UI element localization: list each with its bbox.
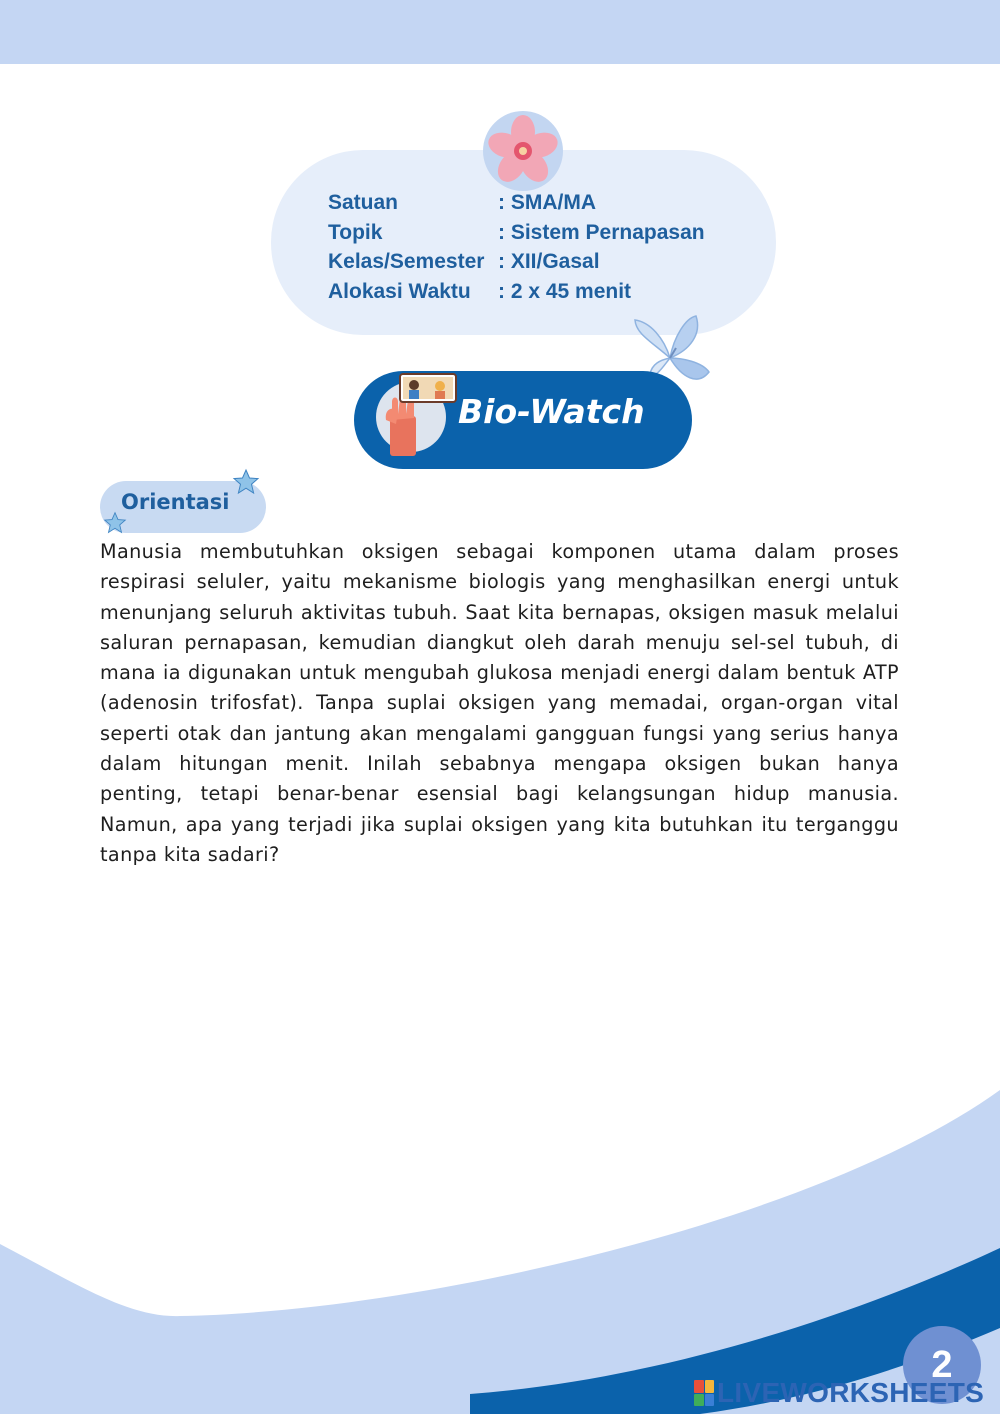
info-row-time-allocation (328, 277, 705, 307)
star-icon (103, 511, 127, 535)
info-row-topic (328, 218, 705, 248)
info-value: : Sistem Pernapasan (498, 220, 705, 244)
footer-wave-decoration (0, 1090, 1000, 1414)
info-label: Satuan (328, 191, 399, 214)
info-label: Topik (328, 220, 383, 244)
page-number-badge: 2 (903, 1326, 981, 1404)
info-value: : 2 x 45 menit (498, 279, 632, 303)
orientation-paragraph: Manusia membutuhkan oksigen sebagai komponen utama dalam proses respirasi seluler, yaitu mekanisme biologis yang menghasilkan energi untuk menunjang seluruh aktivitas tubuh. Saat kita bernapas, oksigen masuk melalui saluran pernapasan, kemudian diangkut oleh darah menuju sel-sel tubuh, di mana ia digunakan untuk mengubah glukosa menjadi energi dalam bentuk ATP (adenosin trifosfat). Tanpa suplai oksigen yang memadai, organ-organ vital seperti otak dan jantung akan mengalami gangguan fungsi yang serius hanya dalam hitungan menit. Inilah sebabnya mengapa oksigen bukan hanya penting, tetapi benar-benar esensial bagi kelangsungan hidup manusia. Namun, apa yang terjadi jika suplai oksigen yang kita butuhkan itu terganggu tanpa kita sadari? (100, 540, 899, 866)
liveworksheets-logo-icon (694, 1380, 714, 1406)
flower-icon (482, 110, 564, 192)
info-row-class-semester (328, 247, 705, 277)
star-icon (232, 468, 260, 496)
info-label: Alokasi Waktu (328, 279, 471, 303)
orientation-label: Orientasi (121, 490, 230, 514)
info-value: : XII/Gasal (498, 250, 600, 273)
info-row-unit (328, 188, 705, 218)
lesson-info-table (328, 188, 705, 306)
liveworksheets-wordmark: LIVEWORKSHEETS (717, 1377, 985, 1408)
hand-phone-icon (382, 366, 462, 458)
bio-watch-title: Bio-Watch (458, 392, 645, 431)
top-header-band (0, 0, 1000, 64)
liveworksheets-brand (694, 1377, 984, 1409)
info-value: : SMA/MA (498, 191, 596, 214)
info-label: Kelas/Semester (328, 250, 485, 273)
